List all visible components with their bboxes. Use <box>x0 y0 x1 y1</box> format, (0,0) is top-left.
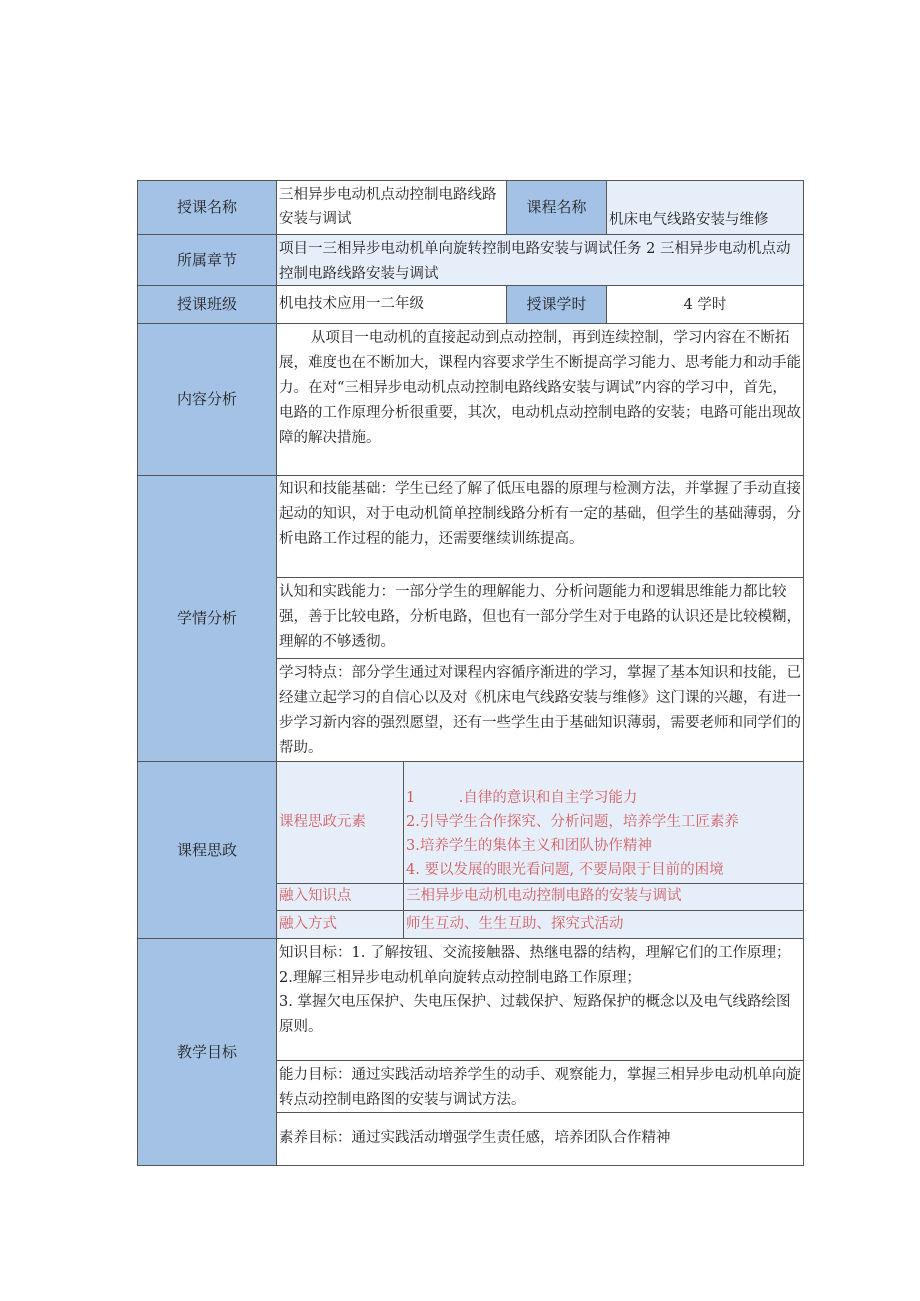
ideology-element-item: 2.引导学生合作探究、分析问题，培养学生工匠素养 <box>406 814 739 830</box>
ideology-element-item: 1 .自律的意识和自主学习能力 <box>406 790 638 806</box>
class-label: 授课班级 <box>137 285 277 324</box>
course-name-value: 三相异步电动机点动控制电路线路安装与调试 <box>276 180 507 235</box>
goal-knowledge-line: 2.理解三相异步电动机单向旋转点动控制电路工作原理； <box>279 969 641 986</box>
merge-method-label: 融入方式 <box>276 910 404 939</box>
merge-point-value: 三相异步电动机电动控制电路的安装与调试 <box>403 883 804 911</box>
ideology-label: 课程思政 <box>137 761 277 939</box>
content-analysis-text: 从项目一电动机的直接起动到点动控制，再到连续控制，学习内容在不断拓展，难度也在不断加大，课程内容要求学生不断提高学习能力、思考能力和动手能力。在对“三相异步电动机点动控制电路线路安装与调试”内容的学习中，首先，电路的工作原理分析很重要，其次，电动机点动控制电路的安装；电路可能出现故障的解决措施。 <box>276 323 804 476</box>
course-name-label: 授课名称 <box>137 180 277 235</box>
hours-label: 授课学时 <box>506 285 607 324</box>
subject-label: 课程名称 <box>506 180 607 235</box>
ideology-elements-label: 课程思政元素 <box>276 761 404 884</box>
goal-quality-text: 素养目标：通过实践活动增强学生责任感，培养团队合作精神 <box>276 1112 804 1166</box>
ideology-elements-list <box>403 761 804 884</box>
merge-method-value: 师生互动、生生互助、探究式活动 <box>403 910 804 939</box>
chapter-label: 所属章节 <box>137 234 277 286</box>
goals-label: 教学目标 <box>137 938 277 1166</box>
merge-point-label: 融入知识点 <box>276 883 404 911</box>
ideology-element-item: 3.培养学生的集体主义和团队协作精神 <box>406 838 652 854</box>
ideology-element-item: 4. 要以发展的眼光看问题, 不要局限于目前的困境 <box>406 862 724 878</box>
chapter-value: 项目一三相异步电动机单向旋转控制电路安装与调试任务 2 三相异步电动机点动控制电路线路安装与调试 <box>276 234 804 286</box>
goal-knowledge-line: 知识目标：1. 了解按钮、交流接触器、热继电器的结构，理解它们的工作原理； <box>279 945 791 961</box>
student-features-text: 学习特点：部分学生通过对课程内容循序渐进的学习，掌握了基本知识和技能，已经建立起学习的自信心以及对《机床电气线路安装与维修》这门课的兴趣，有进一步学习新内容的强烈愿望，还有一些学生由于基础知识薄弱，需要老师和同学们的帮助。 <box>276 658 804 762</box>
content-label: 内容分析 <box>137 323 277 476</box>
hours-value: 4 学时 <box>606 285 804 324</box>
goal-knowledge-line: 3. 掌握欠电压保护、失电压保护、过载保护、短路保护的概念以及电气线路绘图原则。 <box>279 994 791 1035</box>
class-value: 机电技术应用一二年级 <box>276 285 507 324</box>
goal-ability-text: 能力目标：通过实践活动培养学生的动手、观察能力，掌握三相异步电动机单向旋转点动控制电路图的安装与调试方法。 <box>276 1060 804 1113</box>
goal-knowledge-text <box>276 938 804 1061</box>
student-label: 学情分析 <box>137 475 277 762</box>
subject-value: 机床电气线路安装与维修 <box>606 180 804 235</box>
student-cognition-text: 认知和实践能力：一部分学生的理解能力、分析问题能力和逻辑思维能力都比较强，善于比较电路，分析电路，但也有一部分学生对于电路的认识还是比较模糊，理解的不够透彻。 <box>276 577 804 659</box>
student-knowledge-text: 知识和技能基础：学生已经了解了低压电器的原理与检测方法，并掌握了手动直接起动的知识，对于电动机简单控制线路分析有一定的基础，但学生的基础薄弱，分析电路工作过程的能力，还需要继续训练提高。 <box>276 475 804 578</box>
